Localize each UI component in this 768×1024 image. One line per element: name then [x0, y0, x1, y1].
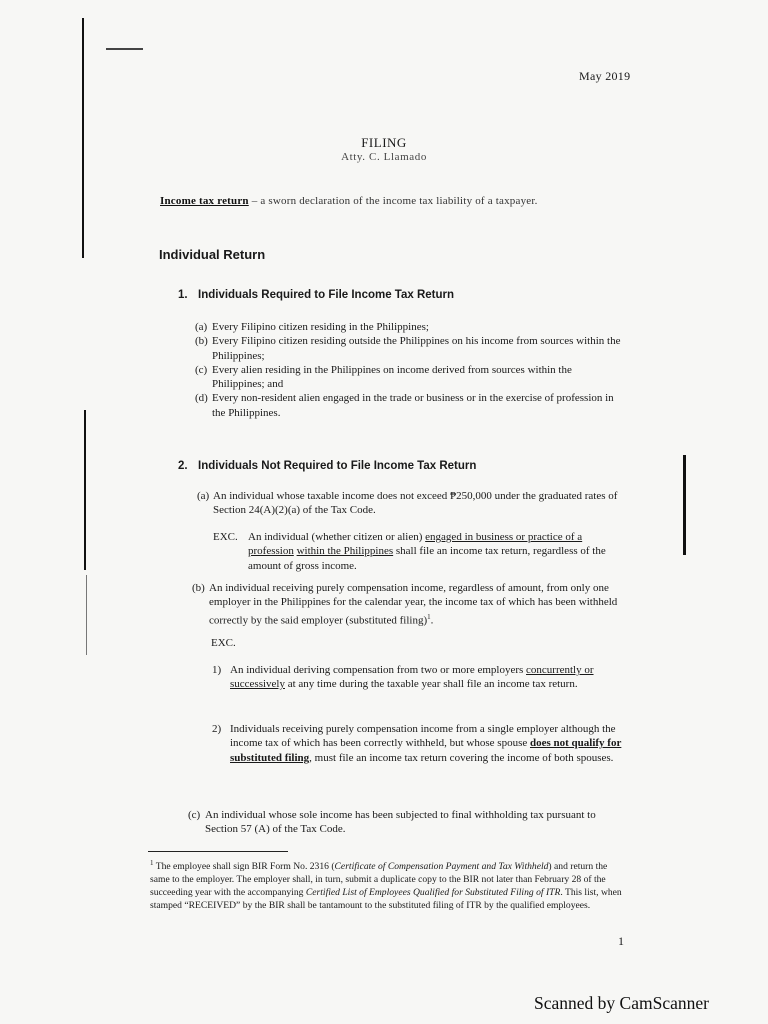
- list-item: [195, 334, 627, 363]
- sub2-pre: Individuals receiving purely compensation income from a single employer although the income tax of which has been correctly withheld, but whose spouse: [230, 723, 616, 750]
- part2-item-b: [192, 581, 624, 628]
- part1-list: [195, 320, 627, 420]
- part2-heading: [178, 460, 476, 472]
- item-b-body: An individual receiving purely compensation income, regardless of amount, from only one employer in the Philippines for the calendar year, the income tax of which has been withheld correctly by the said employer (substituted filing): [209, 582, 618, 627]
- item-text: Every Filipino citizen residing outside the Philippines on his income from sources within the Philippines;: [212, 335, 621, 362]
- sub2-text: [230, 722, 626, 765]
- exc-label: EXC.: [213, 531, 238, 543]
- item-label: (a): [195, 321, 208, 333]
- item-label: (d): [195, 392, 208, 405]
- list-item: [195, 363, 627, 392]
- part2-number: 2.: [178, 460, 188, 472]
- sub1-post: at any time during the taxable year shall file an income tax return.: [284, 678, 578, 691]
- exc-underlined-2: within the Philippines: [296, 545, 394, 558]
- sub1-label: 1): [212, 664, 222, 676]
- item-b-end: .: [430, 614, 434, 627]
- part1-heading-text: Individuals Required to File Income Tax Return: [198, 289, 455, 301]
- part2-heading-text: Individuals Not Required to File Income Tax Return: [198, 460, 477, 472]
- footnote-text-3: . This list, when stamped “RECEIVED” by the BIR shall be tantamount to the substituted filing of ITR by the qualified employees.: [150, 887, 622, 912]
- exc-text-post: shall file an income tax return, regardless of the amount of gross income.: [248, 545, 606, 572]
- sub1-text: [230, 663, 626, 692]
- sub1-underlined: concurrently or successively: [230, 664, 594, 691]
- scan-edge-line-left-low: [86, 575, 87, 655]
- item-b-exception-1: [212, 663, 626, 692]
- item-c-label: (c): [188, 809, 201, 821]
- part2-item-a-exception: [213, 530, 621, 573]
- income-tax-return-definition: [160, 195, 538, 207]
- part1-heading: [178, 289, 454, 301]
- item-b-exc-label: EXC.: [211, 637, 236, 649]
- item-b-label: (b): [192, 582, 205, 594]
- scan-edge-line-left-mid: [84, 410, 86, 570]
- camscanner-watermark: Scanned by CamScanner: [534, 993, 709, 1013]
- exc-text: [248, 530, 621, 573]
- list-item: [195, 391, 627, 420]
- definition-term: Income tax return: [160, 195, 249, 207]
- part2-item-a: [197, 489, 621, 518]
- footnote-text-1: The employee shall sign BIR Form No. 2316 (: [153, 861, 335, 873]
- item-c-text: An individual whose sole income has been subjected to final withholding tax pursuant to Section 57 (A) of the Tax Code.: [205, 809, 596, 836]
- scan-dash-top: [106, 48, 143, 50]
- footnote-italic-1: Certificate of Compensation Payment and Tax Withheld: [334, 861, 549, 873]
- item-b-exception-2: [212, 722, 626, 765]
- list-item: [195, 320, 627, 334]
- page-number: 1: [618, 934, 624, 948]
- sub2-label: 2): [212, 723, 222, 735]
- document-date: May 2019: [579, 69, 631, 83]
- item-a-text: An individual whose taxable income does not exceed ₱250,000 under the graduated rates of Section 24(A)(2)(a) of the Tax Code.: [213, 490, 618, 517]
- footnote-ref: 1: [427, 612, 431, 621]
- item-label: (c): [195, 363, 208, 376]
- scan-edge-line-right: [683, 455, 686, 555]
- item-text: Every Filipino citizen residing in the Philippines;: [212, 321, 429, 333]
- item-a-label: (a): [197, 490, 210, 502]
- sub2-bold-underlined: does not qualify for substituted filing: [230, 737, 622, 764]
- footnote-italic-2: Certified List of Employees Qualified for Substituted Filing of ITR: [305, 887, 561, 899]
- footnote-rule: [148, 851, 288, 852]
- definition-text: – a sworn declaration of the income tax liability of a taxpayer.: [248, 195, 538, 207]
- sub2-post: , must file an income tax return covering the income of both spouses.: [309, 751, 614, 764]
- item-b-text: [209, 581, 624, 628]
- exc-text-pre: An individual (whether citizen or alien): [248, 531, 426, 543]
- part1-number: 1.: [178, 289, 188, 301]
- footnote-mark: 1: [150, 859, 154, 867]
- document-title: FILING: [361, 135, 407, 150]
- section-heading: Individual Return: [159, 247, 266, 262]
- item-text: Every alien residing in the Philippines on income derived from sources within the Philippines; and: [212, 363, 572, 391]
- sub1-pre: An individual deriving compensation from two or more employers: [230, 664, 527, 676]
- exc-underlined-1: engaged in business or practice of a profession: [248, 531, 583, 558]
- footnote: [150, 857, 628, 912]
- part2-item-c: [188, 808, 626, 837]
- document-author: Atty. C. Llamado: [341, 151, 427, 163]
- item-text: Every non-resident alien engaged in the trade or business or in the exercise of profession in the Philippines.: [212, 392, 614, 419]
- item-label: (b): [195, 335, 208, 348]
- footnote-text-2: ) and return the same to the employer. The employer shall, in turn, submit a duplicate copy to the BIR not later than February 28 of the succeeding year with the accompanying: [150, 861, 608, 899]
